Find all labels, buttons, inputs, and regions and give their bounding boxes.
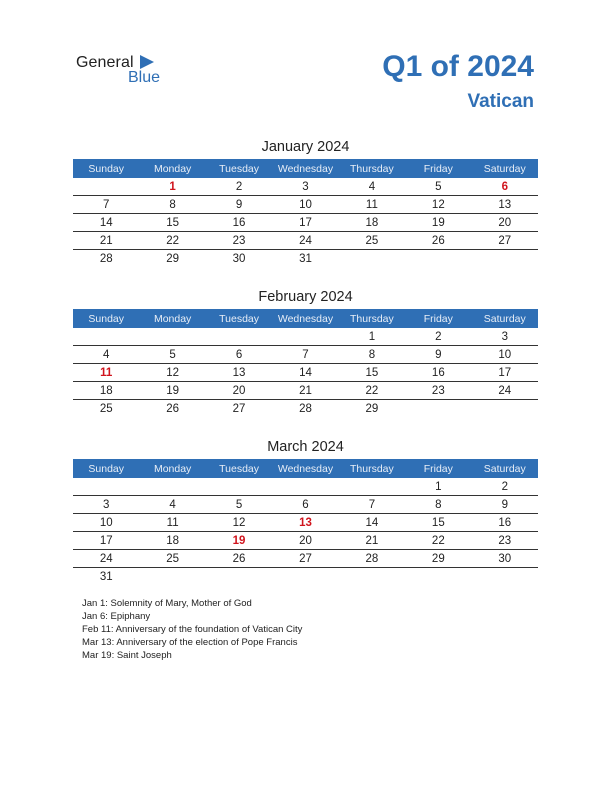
day-cell: 12 xyxy=(405,196,471,214)
holiday-note: Mar 19: Saint Joseph xyxy=(82,650,172,661)
weekday-header: Thursday xyxy=(339,309,405,328)
day-cell: 30 xyxy=(232,252,246,265)
week-row xyxy=(73,514,538,532)
day-cell: 11 xyxy=(73,364,139,382)
day-cell: 24 xyxy=(272,232,338,250)
day-cell: 1 xyxy=(339,328,405,346)
day-cell: 8 xyxy=(139,196,205,214)
day-cell: 15 xyxy=(405,514,471,532)
day-cell: 20 xyxy=(272,532,338,550)
day-cell: 13 xyxy=(472,196,538,214)
weekday-header: Sunday xyxy=(73,459,139,478)
day-cell: 19 xyxy=(405,214,471,232)
day-cell: 21 xyxy=(272,382,338,400)
empty-day-cell xyxy=(272,328,338,346)
day-cell: 15 xyxy=(139,214,205,232)
empty-day-cell xyxy=(339,568,405,586)
day-cell: 25 xyxy=(139,550,205,568)
day-cell: 7 xyxy=(272,346,338,364)
week-row xyxy=(73,568,538,586)
day-cell: 31 xyxy=(299,252,312,265)
empty-day-cell xyxy=(272,478,338,496)
month-calendar-grid xyxy=(73,459,538,585)
day-cell: 6 xyxy=(472,178,538,196)
empty-day-cell xyxy=(405,400,471,418)
day-cell: 15 xyxy=(339,364,405,382)
day-cell: 26 xyxy=(405,232,471,250)
weekday-header: Wednesday xyxy=(272,159,338,178)
week-row xyxy=(73,550,538,568)
day-cell: 19 xyxy=(206,532,272,550)
logo-flag-icon xyxy=(140,55,154,69)
holiday-note: Mar 13: Anniversary of the election of Pope Francis xyxy=(82,637,298,648)
day-cell: 21 xyxy=(73,232,139,250)
weekday-header: Tuesday xyxy=(206,159,272,178)
week-row xyxy=(73,178,538,196)
day-cell: 16 xyxy=(405,364,471,382)
week-row xyxy=(73,478,538,496)
logo-word-general: General xyxy=(76,54,134,71)
day-cell: 21 xyxy=(339,532,405,550)
day-cell: 19 xyxy=(139,382,205,400)
weekday-header: Friday xyxy=(405,459,471,478)
empty-day-cell xyxy=(73,178,139,196)
day-cell: 17 xyxy=(472,364,538,382)
day-cell: 18 xyxy=(339,214,405,232)
day-cell: 2 xyxy=(472,478,538,496)
weekday-header: Thursday xyxy=(339,459,405,478)
weekday-header: Saturday xyxy=(472,309,538,328)
week-row xyxy=(73,382,538,400)
day-cell: 23 xyxy=(472,532,538,550)
day-cell: 14 xyxy=(73,214,139,232)
day-cell: 24 xyxy=(73,550,139,568)
day-cell: 22 xyxy=(339,382,405,400)
empty-day-cell xyxy=(73,478,139,496)
day-cell: 27 xyxy=(472,232,538,250)
weekday-header: Saturday xyxy=(472,459,538,478)
empty-day-cell xyxy=(272,568,338,586)
day-cell: 28 xyxy=(299,402,312,415)
week-row xyxy=(73,364,538,382)
weekday-header: Thursday xyxy=(339,159,405,178)
day-cell: 12 xyxy=(139,364,205,382)
day-cell: 14 xyxy=(272,364,338,382)
empty-day-cell xyxy=(472,400,538,418)
weekday-header: Monday xyxy=(139,159,205,178)
day-cell: 9 xyxy=(206,196,272,214)
country-name: Vatican xyxy=(467,91,534,112)
week-row xyxy=(73,250,538,268)
empty-day-cell xyxy=(472,568,538,586)
holiday-notes xyxy=(82,597,302,662)
day-cell: 2 xyxy=(206,178,272,196)
empty-day-cell xyxy=(206,568,272,586)
weekday-header: Monday xyxy=(139,459,205,478)
empty-day-cell xyxy=(73,328,139,346)
day-cell: 27 xyxy=(272,550,338,568)
day-cell: 4 xyxy=(139,496,205,514)
weekday-header: Tuesday xyxy=(206,309,272,328)
day-cell: 30 xyxy=(472,550,538,568)
day-cell: 5 xyxy=(139,346,205,364)
month-title: January 2024 xyxy=(261,139,350,155)
day-cell: 3 xyxy=(472,328,538,346)
day-cell: 7 xyxy=(339,496,405,514)
day-cell: 11 xyxy=(139,514,205,532)
weekday-header: Monday xyxy=(139,309,205,328)
weekday-header: Wednesday xyxy=(272,459,338,478)
day-cell: 9 xyxy=(405,346,471,364)
day-cell: 26 xyxy=(166,402,180,415)
empty-day-cell xyxy=(206,328,272,346)
month-february xyxy=(73,287,538,417)
week-row xyxy=(73,400,538,418)
month-calendar-grid xyxy=(73,309,538,417)
holiday-note: Jan 1: Solemnity of Mary, Mother of God xyxy=(82,598,252,609)
day-cell: 6 xyxy=(206,346,272,364)
empty-day-cell xyxy=(405,250,471,268)
day-cell: 16 xyxy=(472,514,538,532)
weekday-header: Sunday xyxy=(73,309,139,328)
month-calendar-grid xyxy=(73,159,538,267)
day-cell: 10 xyxy=(472,346,538,364)
day-cell: 28 xyxy=(339,550,405,568)
month-january xyxy=(73,137,538,267)
weekday-header: Saturday xyxy=(472,159,538,178)
day-cell: 13 xyxy=(206,364,272,382)
day-cell: 3 xyxy=(73,496,139,514)
day-cell: 10 xyxy=(73,514,139,532)
week-row xyxy=(73,532,538,550)
empty-day-cell xyxy=(339,478,405,496)
day-cell: 2 xyxy=(405,328,471,346)
day-cell: 23 xyxy=(206,232,272,250)
week-row xyxy=(73,232,538,250)
logo xyxy=(76,54,176,88)
day-cell: 23 xyxy=(405,382,471,400)
day-cell: 25 xyxy=(99,402,113,415)
day-cell: 17 xyxy=(272,214,338,232)
day-cell: 31 xyxy=(99,570,113,583)
day-cell: 14 xyxy=(339,514,405,532)
day-cell: 24 xyxy=(472,382,538,400)
month-march xyxy=(73,437,538,585)
day-cell: 3 xyxy=(272,178,338,196)
week-row xyxy=(73,346,538,364)
day-cell: 20 xyxy=(472,214,538,232)
day-cell: 26 xyxy=(206,550,272,568)
day-cell: 13 xyxy=(272,514,338,532)
week-row xyxy=(73,214,538,232)
holiday-note: Jan 6: Epiphany xyxy=(82,611,151,622)
day-cell: 29 xyxy=(166,252,180,265)
day-cell: 4 xyxy=(73,346,139,364)
day-cell: 18 xyxy=(139,532,205,550)
weekday-header: Sunday xyxy=(73,159,139,178)
empty-day-cell xyxy=(139,568,205,586)
day-cell: 27 xyxy=(232,402,246,415)
day-cell: 7 xyxy=(73,196,139,214)
page-title: Q1 of 2024 xyxy=(382,50,534,83)
day-cell: 9 xyxy=(472,496,538,514)
holiday-note: Feb 11: Anniversary of the foundation of Vatican City xyxy=(82,624,303,635)
weekday-header: Wednesday xyxy=(272,309,338,328)
month-title: February 2024 xyxy=(258,289,353,305)
weekday-header: Friday xyxy=(405,159,471,178)
day-cell: 29 xyxy=(365,402,379,415)
day-cell: 20 xyxy=(206,382,272,400)
empty-day-cell xyxy=(139,478,205,496)
day-cell: 1 xyxy=(405,478,471,496)
day-cell: 8 xyxy=(339,346,405,364)
empty-day-cell xyxy=(139,328,205,346)
empty-day-cell xyxy=(405,568,471,586)
day-cell: 29 xyxy=(405,550,471,568)
logo-word-blue: Blue xyxy=(128,69,161,86)
week-row xyxy=(73,328,538,346)
day-cell: 18 xyxy=(73,382,139,400)
month-title: March 2024 xyxy=(267,439,344,455)
day-cell: 17 xyxy=(73,532,139,550)
empty-day-cell xyxy=(339,250,405,268)
empty-day-cell xyxy=(206,478,272,496)
day-cell: 6 xyxy=(272,496,338,514)
empty-day-cell xyxy=(472,250,538,268)
day-cell: 8 xyxy=(405,496,471,514)
day-cell: 4 xyxy=(339,178,405,196)
day-cell: 10 xyxy=(272,196,338,214)
day-cell: 11 xyxy=(339,196,405,214)
day-cell: 1 xyxy=(139,178,205,196)
day-cell: 12 xyxy=(206,514,272,532)
week-row xyxy=(73,196,538,214)
weekday-header: Friday xyxy=(405,309,471,328)
week-row xyxy=(73,496,538,514)
day-cell: 22 xyxy=(139,232,205,250)
weekday-header: Tuesday xyxy=(206,459,272,478)
day-cell: 16 xyxy=(206,214,272,232)
day-cell: 5 xyxy=(206,496,272,514)
day-cell: 5 xyxy=(405,178,471,196)
day-cell: 28 xyxy=(99,252,113,265)
day-cell: 22 xyxy=(405,532,471,550)
day-cell: 25 xyxy=(339,232,405,250)
